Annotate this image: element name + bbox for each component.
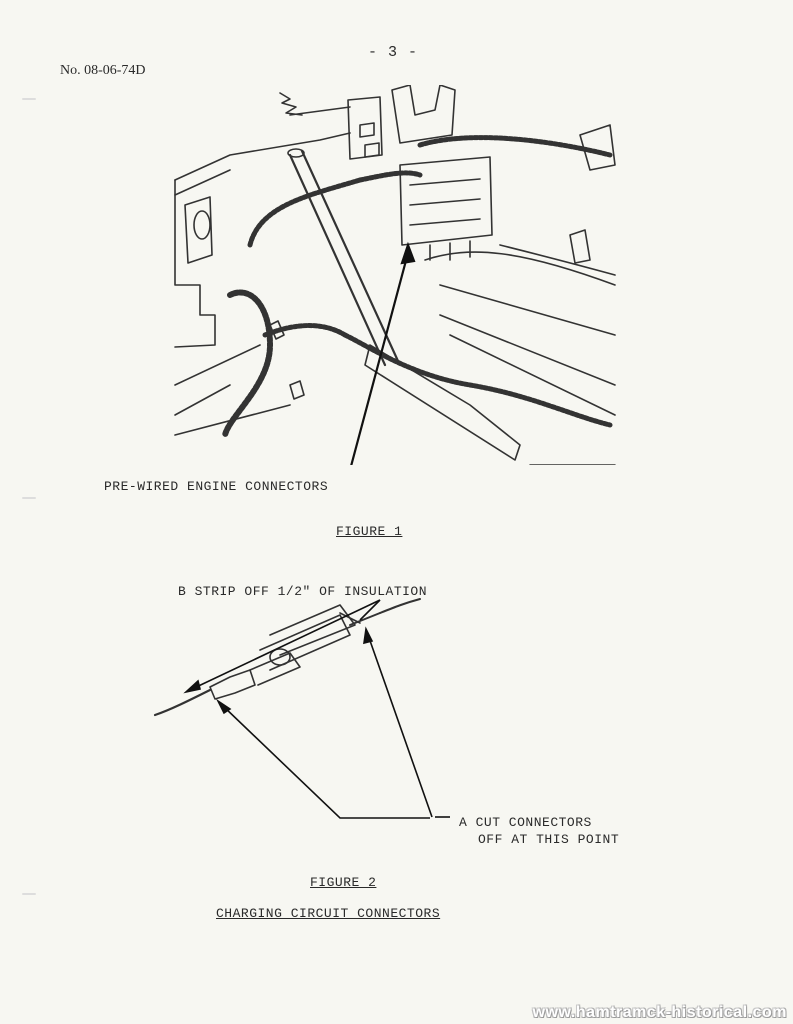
punch-mark [22, 893, 36, 895]
page-number: - 3 - [368, 44, 419, 61]
figure2-label-a-line2: OFF AT THIS POINT [478, 832, 620, 847]
site-watermark: www.hamtramck-historical.com [532, 1004, 787, 1021]
punch-mark [22, 98, 36, 100]
figure1-caption: FIGURE 1 [336, 524, 403, 539]
figure2-label-a-line1: A CUT CONNECTORS [459, 815, 592, 830]
figure2-caption: FIGURE 2 [310, 875, 377, 890]
figure1-callout: PRE-WIRED ENGINE CONNECTORS [104, 479, 329, 494]
charging-connector-illustration [150, 595, 630, 845]
figure2-title: CHARGING CIRCUIT CONNECTORS [216, 906, 441, 921]
figure2-label-b: B STRIP OFF 1/2" OF INSULATION [178, 584, 428, 599]
engine-connectors-illustration [170, 85, 620, 465]
document-number: No. 08-06-74D [60, 63, 146, 78]
punch-mark [22, 497, 36, 499]
